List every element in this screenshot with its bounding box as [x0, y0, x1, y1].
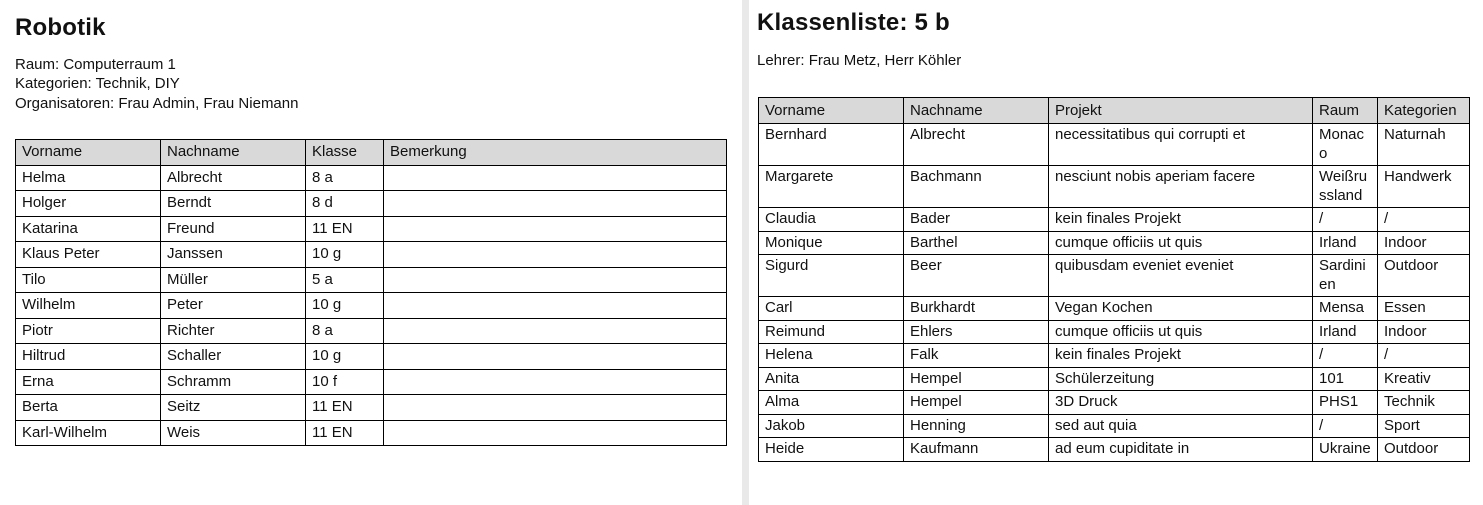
course-meta	[15, 55, 298, 113]
cell-nachname: Kaufmann	[904, 438, 1049, 462]
cell-vorname: Karl-Wilhelm	[16, 420, 161, 446]
table-header-row	[759, 98, 1470, 124]
cell-kategorien: Sport	[1378, 414, 1470, 438]
cell-vorname: Claudia	[759, 208, 904, 232]
cell-nachname: Albrecht	[161, 165, 306, 191]
cell-projekt: Schülerzeitung	[1049, 367, 1313, 391]
column-header: Klasse	[306, 140, 384, 166]
room-line: Raum: Computerraum 1	[15, 56, 176, 73]
cell-vorname: Monique	[759, 231, 904, 255]
cell-vorname: Berta	[16, 395, 161, 421]
table-row	[16, 344, 727, 370]
table-row	[16, 191, 727, 217]
cell-raum: PHS1	[1313, 391, 1378, 415]
table-row	[759, 297, 1470, 321]
page-title: Robotik	[15, 14, 106, 41]
class-list-table	[758, 97, 1470, 462]
cell-kategorien: Handwerk	[1378, 166, 1470, 208]
column-header: Projekt	[1049, 98, 1313, 124]
cell-nachname: Hempel	[904, 391, 1049, 415]
cell-nachname: Seitz	[161, 395, 306, 421]
cell-vorname: Carl	[759, 297, 904, 321]
cell-bemerkung	[384, 165, 727, 191]
cell-kategorien: Outdoor	[1378, 255, 1470, 297]
cell-vorname: Sigurd	[759, 255, 904, 297]
column-header: Bemerkung	[384, 140, 727, 166]
table-row	[759, 391, 1470, 415]
cell-raum: /	[1313, 414, 1378, 438]
cell-klasse: 10 g	[306, 242, 384, 268]
cell-bemerkung	[384, 293, 727, 319]
cell-bemerkung	[384, 395, 727, 421]
table-row	[759, 320, 1470, 344]
cell-projekt: quibusdam eveniet eveniet	[1049, 255, 1313, 297]
table-row	[759, 414, 1470, 438]
table-row	[759, 124, 1470, 166]
column-header: Nachname	[161, 140, 306, 166]
cell-kategorien: Naturnah	[1378, 124, 1470, 166]
cell-vorname: Reimund	[759, 320, 904, 344]
cell-vorname: Helma	[16, 165, 161, 191]
cell-vorname: Heide	[759, 438, 904, 462]
cell-klasse: 11 EN	[306, 216, 384, 242]
cell-nachname: Albrecht	[904, 124, 1049, 166]
cell-klasse: 8 d	[306, 191, 384, 217]
cell-nachname: Henning	[904, 414, 1049, 438]
cell-raum: Ukraine	[1313, 438, 1378, 462]
cell-kategorien: /	[1378, 344, 1470, 368]
column-header: Raum	[1313, 98, 1378, 124]
cell-projekt: Vegan Kochen	[1049, 297, 1313, 321]
cell-klasse: 8 a	[306, 165, 384, 191]
cell-nachname: Peter	[161, 293, 306, 319]
cell-projekt: cumque officiis ut quis	[1049, 320, 1313, 344]
cell-kategorien: /	[1378, 208, 1470, 232]
cell-kategorien: Outdoor	[1378, 438, 1470, 462]
cell-raum: /	[1313, 208, 1378, 232]
cell-projekt: nesciunt nobis aperiam facere	[1049, 166, 1313, 208]
cell-bemerkung	[384, 369, 727, 395]
cell-nachname: Bachmann	[904, 166, 1049, 208]
cell-vorname: Erna	[16, 369, 161, 395]
cell-nachname: Schramm	[161, 369, 306, 395]
cell-nachname: Freund	[161, 216, 306, 242]
table-row	[759, 166, 1470, 208]
table-row	[16, 318, 727, 344]
cell-nachname: Beer	[904, 255, 1049, 297]
cell-vorname: Wilhelm	[16, 293, 161, 319]
column-header: Vorname	[759, 98, 904, 124]
cell-klasse: 5 a	[306, 267, 384, 293]
table-row	[16, 242, 727, 268]
cell-vorname: Alma	[759, 391, 904, 415]
categories-line: Kategorien: Technik, DIY	[15, 75, 180, 93]
cell-kategorien: Indoor	[1378, 231, 1470, 255]
table-row	[16, 395, 727, 421]
table-row	[16, 165, 727, 191]
cell-nachname: Müller	[161, 267, 306, 293]
cell-klasse: 8 a	[306, 318, 384, 344]
cell-vorname: Jakob	[759, 414, 904, 438]
table-row	[16, 267, 727, 293]
cell-bemerkung	[384, 267, 727, 293]
cell-nachname: Richter	[161, 318, 306, 344]
cell-vorname: Klaus Peter	[16, 242, 161, 268]
cell-nachname: Ehlers	[904, 320, 1049, 344]
cell-bemerkung	[384, 191, 727, 217]
cell-vorname: Anita	[759, 367, 904, 391]
cell-klasse: 10 f	[306, 369, 384, 395]
klassenliste-page	[749, 0, 1483, 505]
cell-projekt: sed aut quia	[1049, 414, 1313, 438]
cell-klasse: 11 EN	[306, 395, 384, 421]
cell-projekt: necessitatibus qui corrupti et	[1049, 124, 1313, 166]
table-row	[759, 367, 1470, 391]
table-row	[16, 293, 727, 319]
cell-nachname: Janssen	[161, 242, 306, 268]
table-row	[759, 231, 1470, 255]
table-row	[16, 420, 727, 446]
cell-bemerkung	[384, 344, 727, 370]
cell-vorname: Holger	[16, 191, 161, 217]
teacher-line: Lehrer: Frau Metz, Herr Köhler	[757, 52, 962, 69]
cell-klasse: 11 EN	[306, 420, 384, 446]
cell-raum: Irland	[1313, 231, 1378, 255]
cell-kategorien: Indoor	[1378, 320, 1470, 344]
table-row	[759, 255, 1470, 297]
teacher-meta	[757, 51, 961, 70]
cell-raum: Weißrussland	[1313, 166, 1378, 208]
cell-vorname: Tilo	[16, 267, 161, 293]
cell-nachname: Burkhardt	[904, 297, 1049, 321]
column-header: Vorname	[16, 140, 161, 166]
column-header: Kategorien	[1378, 98, 1470, 124]
cell-kategorien: Technik	[1378, 391, 1470, 415]
cell-projekt: cumque officiis ut quis	[1049, 231, 1313, 255]
table-row	[16, 369, 727, 395]
cell-raum: Sardinien	[1313, 255, 1378, 297]
cell-kategorien: Kreativ	[1378, 367, 1470, 391]
cell-bemerkung	[384, 242, 727, 268]
cell-vorname: Hiltrud	[16, 344, 161, 370]
cell-nachname: Bader	[904, 208, 1049, 232]
table-row	[759, 344, 1470, 368]
page-title: Klassenliste: 5 b	[757, 9, 950, 36]
table-header-row	[16, 140, 727, 166]
cell-raum: 101	[1313, 367, 1378, 391]
cell-bemerkung	[384, 318, 727, 344]
cell-nachname: Falk	[904, 344, 1049, 368]
cell-klasse: 10 g	[306, 344, 384, 370]
cell-projekt: ad eum cupiditate in	[1049, 438, 1313, 462]
cell-kategorien: Essen	[1378, 297, 1470, 321]
column-header: Nachname	[904, 98, 1049, 124]
page-divider	[742, 0, 749, 505]
cell-raum: Mensa	[1313, 297, 1378, 321]
organizers-line: Organisatoren: Frau Admin, Frau Niemann	[15, 94, 299, 112]
cell-vorname: Margarete	[759, 166, 904, 208]
cell-projekt: kein finales Projekt	[1049, 344, 1313, 368]
cell-nachname: Hempel	[904, 367, 1049, 391]
participants-table	[15, 139, 727, 446]
cell-vorname: Piotr	[16, 318, 161, 344]
cell-nachname: Schaller	[161, 344, 306, 370]
table-row	[16, 216, 727, 242]
cell-raum: Irland	[1313, 320, 1378, 344]
cell-raum: /	[1313, 344, 1378, 368]
table-row	[759, 208, 1470, 232]
cell-projekt: kein finales Projekt	[1049, 208, 1313, 232]
cell-vorname: Helena	[759, 344, 904, 368]
table-row	[759, 438, 1470, 462]
cell-bemerkung	[384, 216, 727, 242]
cell-projekt: 3D Druck	[1049, 391, 1313, 415]
cell-klasse: 10 g	[306, 293, 384, 319]
cell-bemerkung	[384, 420, 727, 446]
cell-vorname: Katarina	[16, 216, 161, 242]
cell-nachname: Berndt	[161, 191, 306, 217]
cell-nachname: Barthel	[904, 231, 1049, 255]
cell-vorname: Bernhard	[759, 124, 904, 166]
cell-raum: Monaco	[1313, 124, 1378, 166]
cell-nachname: Weis	[161, 420, 306, 446]
